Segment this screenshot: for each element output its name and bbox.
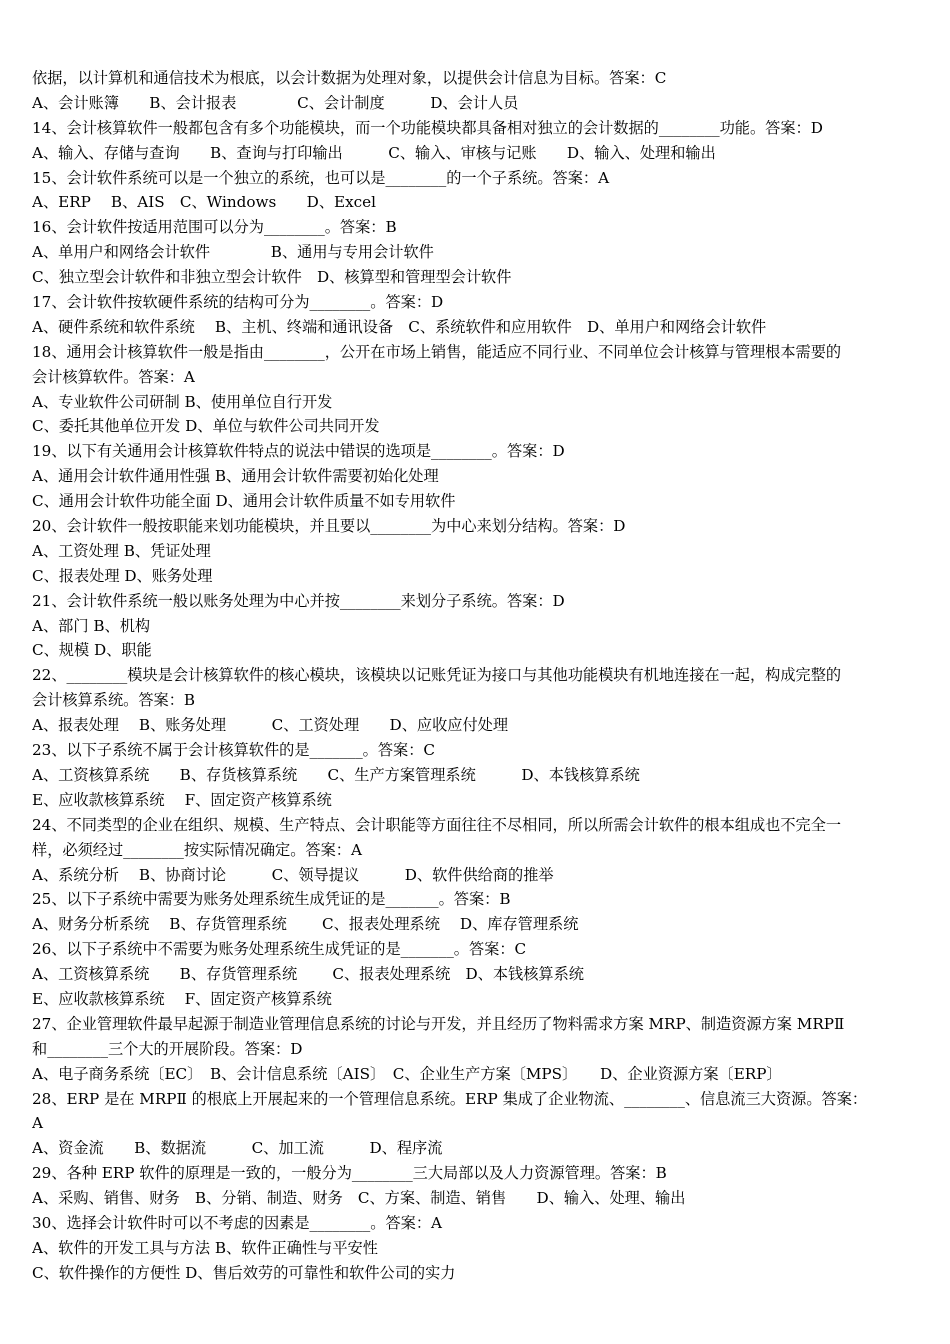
text-line: A、会计账簿 B、会计报表 C、会计制度 D、会计人员 [32, 93, 519, 112]
text-line: A、资金流 B、数据流 C、加工流 D、程序流 [32, 1139, 443, 1158]
text-line: A、工资处理 B、凭证处理 [32, 541, 211, 560]
text-line: A、报表处理 B、账务处理 C、工资处理 D、应收应付处理 [32, 716, 509, 735]
text-line: 27、企业管理软件最早起源于制造业管理信息系统的讨论与开发，并且经历了物料需求方案 MRP、制造资源方案 MRPⅡ [32, 1014, 845, 1033]
text-line: 15、会计软件系统可以是一个独立的系统，也可以是________的一个子系统。答案：A [32, 168, 610, 187]
text-line: A、电子商务系统〔EC〕 B、会计信息系统〔AIS〕 C、企业生产方案〔MPS〕 D、企业资源方案〔ERP〕 [32, 1064, 782, 1083]
text-line: 30、选择会计软件时可以不考虑的因素是________。答案：A [32, 1213, 442, 1232]
text-line: A、系统分析 B、协商讨论 C、领导提议 D、软件供给商的推举 [32, 865, 554, 884]
text-line: A、采购、销售、财务 B、分销、制造、财务 C、方案、制造、销售 D、输入、处理、输出 [32, 1189, 686, 1208]
text-line: A、财务分析系统 B、存货管理系统 C、报表处理系统 D、库存管理系统 [32, 915, 579, 934]
text-line: A、工资核算系统 B、存货管理系统 C、报表处理系统 D、本钱核算系统 [32, 965, 584, 984]
text-line: A、工资核算系统 B、存货核算系统 C、生产方案管理系统 D、本钱核算系统 [32, 765, 640, 784]
text-line: 26、以下子系统中不需要为账务处理系统生成凭证的是_______。答案：C [32, 940, 527, 959]
text-line: 21、会计软件系统一般以账务处理为中心并按________来划分子系统。答案：D [32, 591, 565, 610]
text-line: 19、以下有关通用会计核算软件特点的说法中错误的选项是________。答案：D [32, 442, 565, 461]
text-line: 20、会计软件一般按职能来划功能模块，并且要以________为中心来划分结构。答案：D [32, 517, 626, 536]
text-line: 14、会计核算软件一般都包含有多个功能模块，而一个功能模块都具备相对独立的会计数据的________功能。答案：D [32, 118, 823, 137]
text-line: E、应收款核算系统 F、固定资产核算系统 [32, 790, 332, 809]
text-line: A、通用会计软件通用性强 B、通用会计软件需要初始化处理 [32, 467, 439, 486]
text-line: A、单用户和网络会计软件 B、通用与专用会计软件 [32, 243, 434, 262]
text-line: A、输入、存储与查询 B、查询与打印输出 C、输入、审核与记账 D、输入、处理和输出 [32, 143, 716, 162]
text-line: 18、通用会计核算软件一般是指由________，公开在市场上销售，能适应不同行业、不同单位会计核算与管理根本需要的 [32, 342, 842, 361]
text-line: 依据，以计算机和通信技术为根底，以会计数据为处理对象，以提供会计信息为目标。答案：C [32, 69, 667, 87]
text-line: 和________三个大的开展阶段。答案：D [32, 1039, 303, 1058]
text-line: C、规模 D、职能 [32, 641, 152, 660]
document-page [32, 66, 920, 1286]
text-line: C、软件操作的方便性 D、售后效劳的可靠性和软件公司的实力 [32, 1263, 456, 1282]
text-line: 会计核算软件。答案：A [32, 367, 195, 386]
text-line: 17、会计软件按软硬件系统的结构可分为________。答案：D [32, 293, 444, 312]
text-line: 29、各种 ERP 软件的原理是一致的，一般分为________三大局部以及人力资源管理。答案：B [32, 1164, 667, 1183]
text-line: C、委托其他单位开发 D、单位与软件公司共同开发 [32, 417, 380, 436]
text-line: A、专业软件公司研制 B、使用单位自行开发 [32, 392, 333, 411]
text-line: 28、ERP 是在 MRPⅡ 的根底上开展起来的一个管理信息系统。ERP 集成了企业物流、________、信息流三大资源。答案： [32, 1089, 868, 1108]
text-line: C、独立型会计软件和非独立型会计软件 D、核算型和管理型会计软件 [32, 268, 512, 287]
text-line: C、通用会计软件功能全面 D、通用会计软件质量不如专用软件 [32, 492, 456, 511]
text-line: C、报表处理 D、账务处理 [32, 566, 213, 585]
text-line: 22、________模块是会计核算软件的核心模块，该模块以记账凭证为接口与其他功能模块有机地连接在一起，构成完整的 [32, 666, 842, 685]
text-line: 16、会计软件按适用范围可以分为________。答案：B [32, 218, 397, 237]
text-line: 24、不同类型的企业在组织、规模、生产特点、会计职能等方面往往不尽相同，所以所需会计软件的根本组成也不完全一 [32, 815, 842, 834]
text-line: A、软件的开发工具与方法 B、软件正确性与平安性 [32, 1238, 378, 1257]
text-line: 23、以下子系统不属于会计核算软件的是_______。答案：C [32, 741, 436, 760]
text-line: A [32, 1114, 43, 1133]
text-line: E、应收款核算系统 F、固定资产核算系统 [32, 989, 332, 1008]
text-line: 25、以下子系统中需要为账务处理系统生成凭证的是_______。答案：B [32, 890, 511, 909]
text-line: A、部门 B、机构 [32, 616, 151, 635]
text-line: A、硬件系统和软件系统 B、主机、终端和通讯设备 C、系统软件和应用软件 D、单用户和网络会计软件 [32, 317, 767, 336]
text-line: 样，必须经过________按实际情况确定。答案：A [32, 840, 362, 859]
text-line: A、ERP B、AIS C、Windows D、Excel [32, 193, 377, 212]
text-line: 会计核算系统。答案：B [32, 691, 196, 710]
